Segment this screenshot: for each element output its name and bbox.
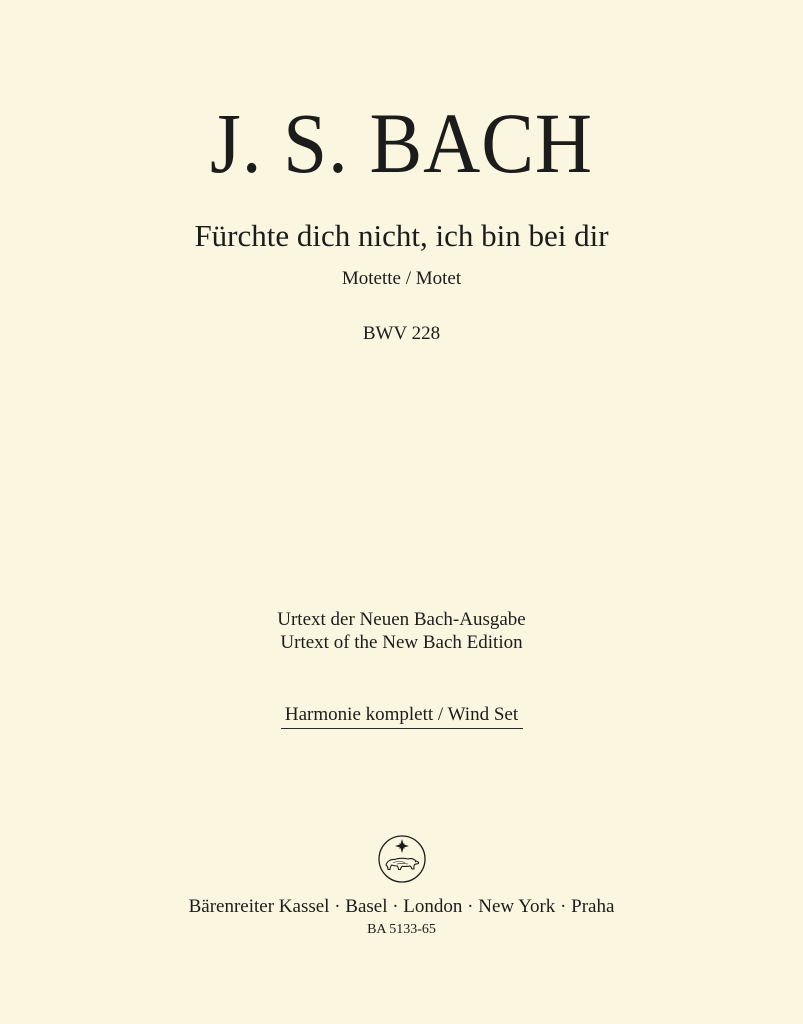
parts-underline bbox=[281, 728, 523, 729]
order-number: BA 5133-65 bbox=[367, 922, 436, 937]
work-genre: Motette / Motet bbox=[341, 268, 462, 289]
publisher-imprint: Bärenreiter Kassel · Basel · London · New York · Praha bbox=[188, 896, 615, 917]
urtext-note-german: Urtext der Neuen Bach-Ausgabe bbox=[277, 609, 526, 630]
baerenreiter-bear-star-logo-icon bbox=[377, 834, 427, 884]
urtext-note-english: Urtext of the New Bach Edition bbox=[280, 632, 523, 653]
parts-description: Harmonie komplett / Wind Set bbox=[284, 704, 519, 725]
catalog-number: BWV 228 bbox=[362, 323, 441, 344]
work-title: Fürchte dich nicht, ich bin bei dir bbox=[194, 218, 609, 253]
composer-name: J. S. BACH bbox=[210, 95, 593, 191]
